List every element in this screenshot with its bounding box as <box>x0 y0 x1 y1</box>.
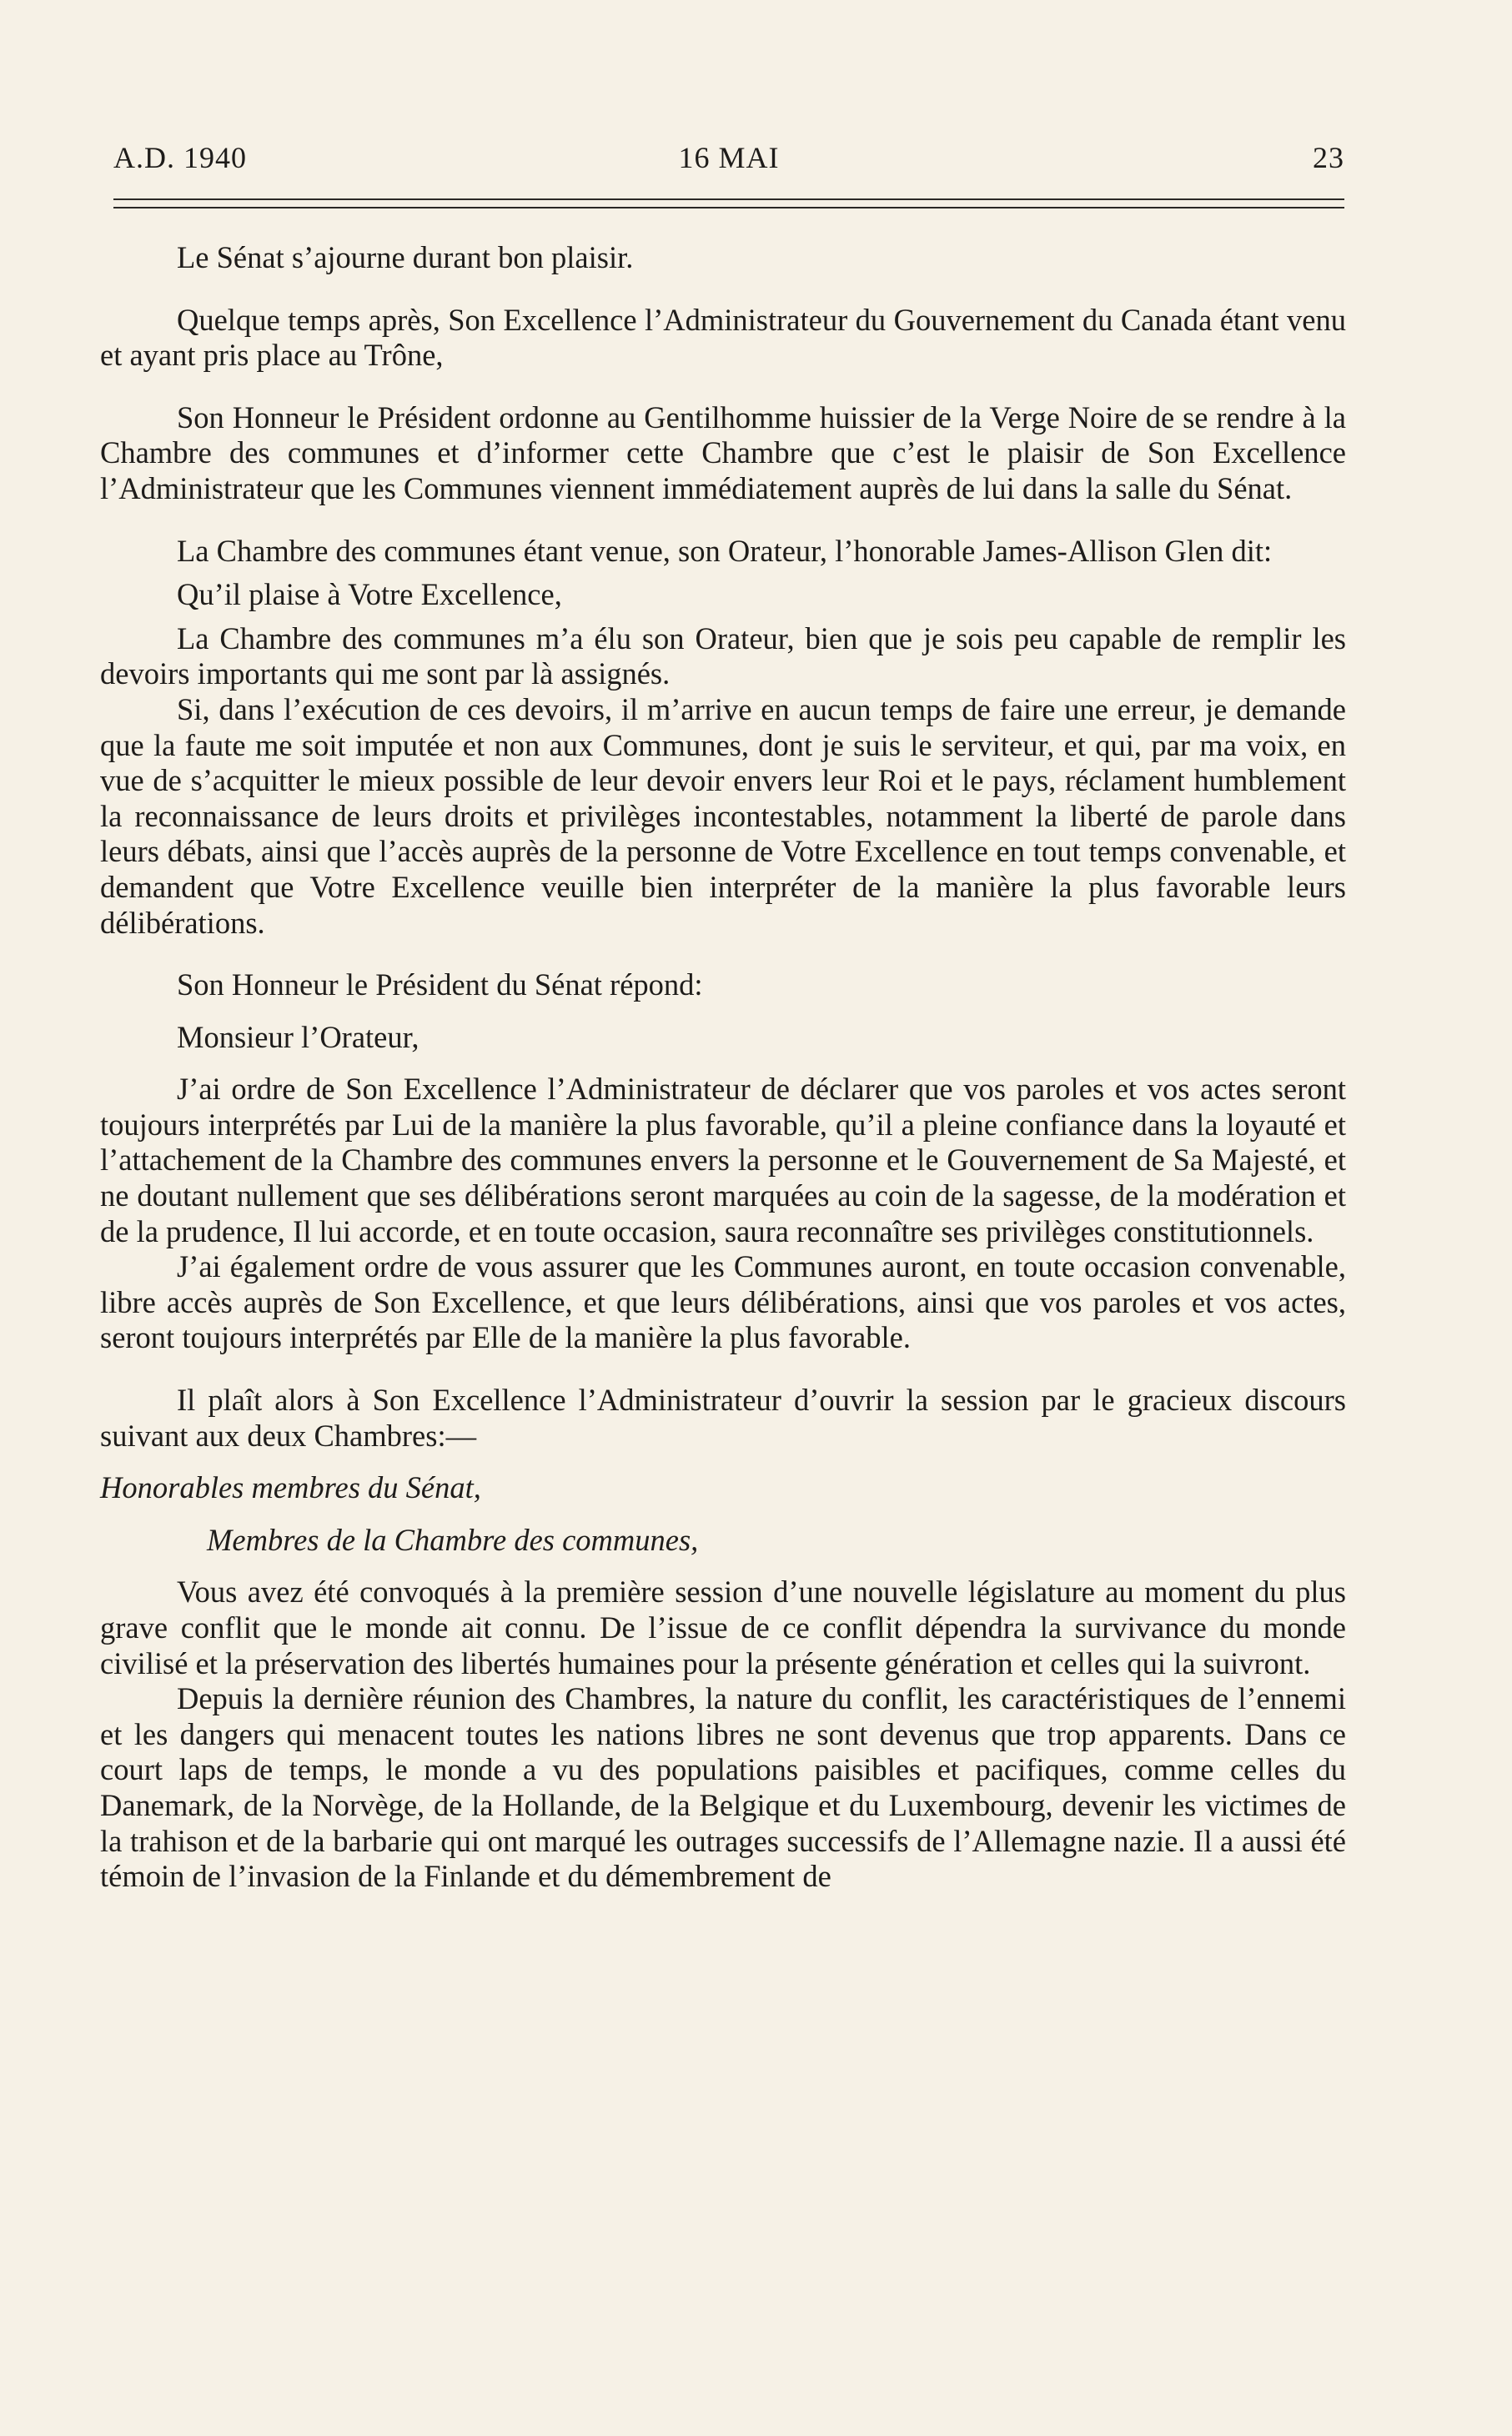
page-header <box>113 140 1344 182</box>
header-rule-top <box>113 198 1344 200</box>
paragraph: Qu’il plaise à Votre Excellence, <box>177 577 562 612</box>
paragraph: Quelque temps après, Son Excellence l’Administrateur du Gouvernement du Canada étant venu et ayant pris place au Trône, <box>100 302 1346 373</box>
paragraph: Il plaît alors à Son Excellence l’Administrateur d’ouvrir la session par le gracieux discours suivant aux deux Chambres:— <box>100 1383 1346 1453</box>
paragraph: Si, dans l’exécution de ces devoirs, il m’arrive en aucun temps de faire une erreur, je demande que la faute me soit imputée et non aux Communes, dont je suis le serviteur, et qui, par ma voix, en vue de s’acquitter le mieux possible de leur devoir envers leur Roi et le pays, réclament humblement la reconnaissance de leurs droits et privilèges incontestables, notamment la liberté de parole dans leurs débats, ainsi que l’accès auprès de la personne de Votre Excellence en tout temps convenable, et demandent que Votre Excellence veuille bien interpréter de la manière la plus favorable leurs délibérations. <box>100 691 1346 940</box>
paragraph: La Chambre des communes étant venue, son Orateur, l’honorable James-Allison Glen dit: <box>177 533 1273 568</box>
paragraph: Son Honneur le Président ordonne au Gentilhomme huissier de la Verge Noire de se rendre à la Chambre des communes et d’informer cette Chambre que c’est le plaisir de Son Excellence l’Administrateur que les Communes viennent immédiatement auprès de lui dans la salle du Sénat. <box>100 399 1346 505</box>
header-date: 16 MAI <box>678 141 780 174</box>
paragraph: Monsieur l’Orateur, <box>177 1019 419 1054</box>
paragraph: J’ai également ordre de vous assurer que les Communes auront, en toute occasion convenable, libre accès auprès de Son Excellence, et que leurs délibérations, ainsi que vos paroles et vos actes, seront toujours interprétés par Elle de la manière la plus favorable. <box>100 1249 1346 1355</box>
document-body <box>100 240 1346 1895</box>
paragraph: Le Sénat s’ajourne durant bon plaisir. <box>177 240 634 274</box>
paragraph: J’ai ordre de Son Excellence l’Administrateur de déclarer que vos paroles et vos actes seront toujours interprétés par Lui de la manière la plus favorable, qu’il a pleine confiance dans la loyauté et l’attachement de la Chambre des communes envers la personne et le Gouvernement de Sa Majesté, et ne doutant nullement que ses délibérations seront marquées au coin de la sagesse, de la modération et de la prudence, Il lui accorde, et en toute occasion, saura reconnaître ses privilèges constitutionnels. <box>100 1072 1346 1248</box>
paragraph: Depuis la dernière réunion des Chambres, la nature du conflit, les caractéristiques de l’ennemi et les dangers qui menacent toutes les nations libres ne sont devenus que trop apparents. Dans ce court laps de temps, le monde a vu des populations paisibles et pacifiques, comme celles du Danemark, de la Norvège, de la Hollande, de la Belgique et du Luxembourg, devenir les victimes de la trahison et de la barbarie qui ont marqué les outrages successifs de l’Allemagne nazie. Il a aussi été témoin de l’invasion de la Finlande et du démembrement de <box>100 1681 1346 1894</box>
paragraph: Vous avez été convoqués à la première session d’une nouvelle législature au moment du plus grave conflit que le monde ait connu. De l’issue de ce conflit dépendra la survivance du monde civilisé et la préservation des libertés humaines pour la présente génération et celles qui la suivront. <box>100 1575 1346 1680</box>
paragraph: La Chambre des communes m’a élu son Orateur, bien que je sois peu capable de remplir les devoirs importants qui me sont par là assignés. <box>100 620 1346 691</box>
page-number: 23 <box>1313 141 1344 174</box>
header-rule-bottom <box>113 207 1344 208</box>
header-year: A.D. 1940 <box>113 141 247 174</box>
paragraph: Son Honneur le Président du Sénat répond: <box>177 967 703 1002</box>
salutation-senate: Honorables membres du Sénat, <box>100 1470 481 1505</box>
salutation-commons: Membres de la Chambre des communes, <box>207 1522 699 1557</box>
